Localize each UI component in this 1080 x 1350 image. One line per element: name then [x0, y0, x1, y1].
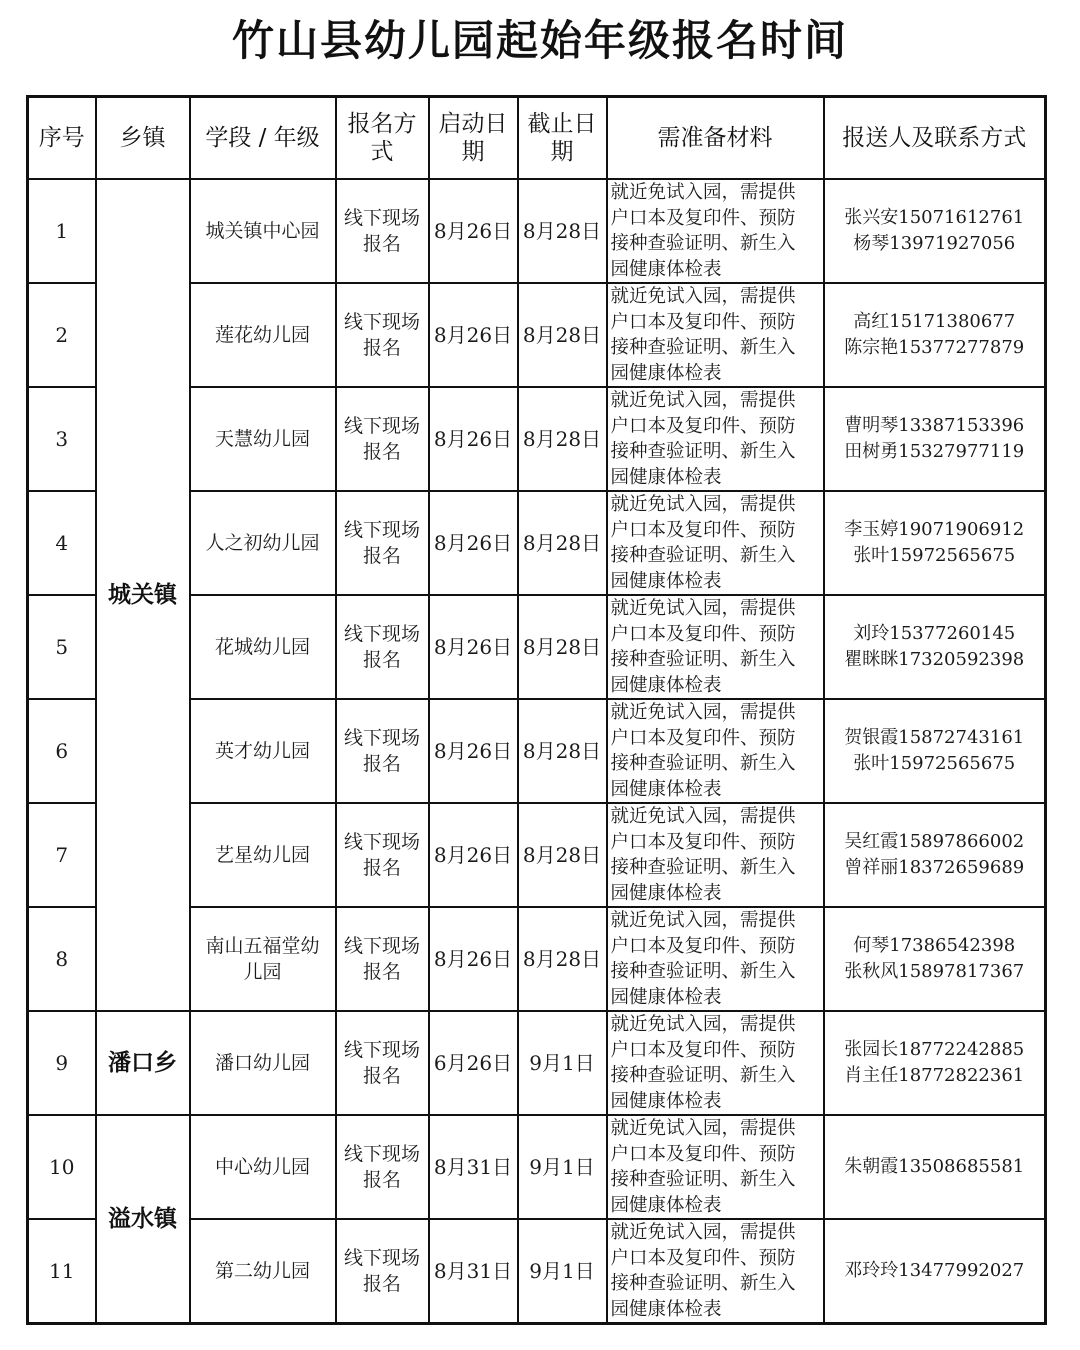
table-row	[28, 179, 1046, 283]
method-line: 报名	[362, 961, 401, 983]
cell-materials	[607, 803, 824, 907]
school-line: 第二幼儿园	[214, 1260, 310, 1282]
cell-method	[336, 1115, 429, 1219]
method-line: 报名	[362, 1273, 401, 1295]
cell-contact	[824, 491, 1046, 595]
cell-contact	[824, 1011, 1046, 1115]
materials-line: 接种查验证明、新生入	[610, 753, 796, 774]
cell-school	[190, 179, 336, 283]
materials-line: 户口本及复印件、预防	[610, 1143, 796, 1165]
cell-school	[190, 387, 336, 491]
cell-school	[190, 491, 336, 595]
cell-start-date: 8月31日	[429, 1219, 518, 1324]
school-line: 英才幼儿园	[214, 740, 310, 762]
cell-contact	[824, 907, 1046, 1011]
school-line: 天慧幼儿园	[214, 428, 310, 450]
method-line: 报名	[362, 233, 401, 255]
cell-school	[190, 699, 336, 803]
contact-line: 贺银霞15872743161	[844, 727, 1025, 748]
header-school: 学段 / 年级	[190, 97, 336, 180]
materials-line: 就近免试入园，需提供	[610, 598, 796, 619]
materials-line: 接种查验证明、新生入	[610, 545, 796, 566]
cell-method	[336, 699, 429, 803]
cell-end-date: 8月28日	[518, 179, 607, 283]
materials-line: 园健康体检表	[610, 466, 722, 488]
method-line: 线下现场	[343, 935, 420, 957]
cell-method	[336, 907, 429, 1011]
materials-line: 户口本及复印件、预防	[610, 727, 796, 749]
cell-start-date: 8月26日	[429, 387, 518, 491]
cell-start-date: 8月26日	[429, 491, 518, 595]
cell-seq: 1	[28, 179, 96, 283]
materials-line: 园健康体检表	[610, 778, 722, 800]
cell-contact	[824, 595, 1046, 699]
school-line: 潘口幼儿园	[214, 1052, 310, 1074]
cell-materials	[607, 491, 824, 595]
cell-town: 潘口乡	[96, 1011, 190, 1115]
school-line: 中心幼儿园	[214, 1156, 310, 1178]
cell-materials	[607, 1115, 824, 1219]
header-method-line: 报名方	[347, 111, 417, 137]
cell-start-date: 8月26日	[429, 803, 518, 907]
cell-method	[336, 283, 429, 387]
cell-seq: 8	[28, 907, 96, 1011]
method-line: 线下现场	[343, 415, 420, 437]
method-line: 报名	[362, 1169, 401, 1191]
cell-start-date: 8月26日	[429, 595, 518, 699]
contact-line: 张叶15972565675	[853, 753, 1016, 774]
page-title: 竹山县幼儿园起始年级报名时间	[231, 16, 848, 65]
contact-line: 李玉婷19071906912	[844, 519, 1025, 540]
cell-seq: 7	[28, 803, 96, 907]
registration-table	[26, 95, 1047, 1325]
header-row	[28, 97, 1046, 180]
materials-line: 园健康体检表	[610, 986, 722, 1008]
header-town: 乡镇	[96, 97, 190, 180]
cell-contact	[824, 179, 1046, 283]
cell-method	[336, 595, 429, 699]
materials-line: 户口本及复印件、预防	[610, 415, 796, 437]
method-line: 线下现场	[343, 1143, 420, 1165]
contact-line: 肖主任18772822361	[844, 1065, 1025, 1086]
school-line: 莲花幼儿园	[214, 324, 310, 346]
cell-end-date: 8月28日	[518, 699, 607, 803]
materials-line: 就近免试入园，需提供	[610, 1014, 796, 1035]
materials-line: 接种查验证明、新生入	[610, 441, 796, 462]
cell-start-date: 8月26日	[429, 699, 518, 803]
materials-line: 园健康体检表	[610, 674, 722, 696]
cell-start-date: 6月26日	[429, 1011, 518, 1115]
cell-seq: 6	[28, 699, 96, 803]
materials-line: 就近免试入园，需提供	[610, 494, 796, 515]
method-line: 报名	[362, 1065, 401, 1087]
contact-line: 瞿眯眯17320592398	[844, 649, 1025, 670]
materials-line: 户口本及复印件、预防	[610, 623, 796, 645]
cell-contact	[824, 387, 1046, 491]
contact-line: 陈宗艳15377277879	[844, 337, 1025, 358]
method-line: 线下现场	[343, 831, 420, 853]
materials-line: 接种查验证明、新生入	[610, 1273, 796, 1294]
materials-line: 接种查验证明、新生入	[610, 649, 796, 670]
school-line: 南山五福堂幼	[205, 935, 320, 957]
method-line: 线下现场	[343, 1247, 420, 1269]
contact-line: 曹明琴13387153396	[844, 415, 1025, 436]
cell-materials	[607, 699, 824, 803]
cell-seq: 3	[28, 387, 96, 491]
cell-seq: 5	[28, 595, 96, 699]
materials-line: 园健康体检表	[610, 1090, 722, 1112]
cell-contact	[824, 283, 1046, 387]
cell-contact	[824, 803, 1046, 907]
header-start-line: 启动日	[438, 111, 508, 137]
school-line: 花城幼儿园	[214, 636, 310, 658]
materials-line: 就近免试入园，需提供	[610, 1222, 796, 1243]
cell-contact	[824, 699, 1046, 803]
method-line: 报名	[362, 545, 401, 567]
materials-line: 接种查验证明、新生入	[610, 1169, 796, 1190]
cell-school	[190, 283, 336, 387]
table-body	[28, 179, 1046, 1324]
materials-line: 就近免试入园，需提供	[610, 390, 796, 411]
materials-line: 接种查验证明、新生入	[610, 961, 796, 982]
materials-line: 园健康体检表	[610, 258, 722, 280]
materials-line: 户口本及复印件、预防	[610, 207, 796, 229]
contact-line: 朱朝霞13508685581	[844, 1156, 1025, 1177]
header-contact: 报送人及联系方式	[824, 97, 1046, 180]
cell-materials	[607, 907, 824, 1011]
cell-end-date: 8月28日	[518, 803, 607, 907]
method-line: 线下现场	[343, 207, 420, 229]
cell-school	[190, 907, 336, 1011]
cell-materials	[607, 595, 824, 699]
method-line: 线下现场	[343, 623, 420, 645]
method-line: 线下现场	[343, 727, 420, 749]
school-line: 儿园	[243, 961, 282, 983]
cell-end-date: 9月1日	[518, 1219, 607, 1324]
materials-line: 园健康体检表	[610, 1194, 722, 1216]
materials-line: 园健康体检表	[610, 362, 722, 384]
cell-end-date: 8月28日	[518, 387, 607, 491]
materials-line: 户口本及复印件、预防	[610, 1039, 796, 1061]
header-start-line: 期	[461, 139, 485, 165]
cell-seq: 2	[28, 283, 96, 387]
method-line: 报名	[362, 337, 401, 359]
cell-end-date: 8月28日	[518, 595, 607, 699]
materials-line: 就近免试入园，需提供	[610, 702, 796, 723]
contact-line: 邓玲玲13477992027	[844, 1260, 1025, 1281]
materials-line: 户口本及复印件、预防	[610, 311, 796, 333]
contact-line: 何琴17386542398	[853, 935, 1016, 956]
cell-school	[190, 1219, 336, 1324]
header-method-line: 式	[370, 139, 394, 165]
cell-method	[336, 387, 429, 491]
header-end-line: 期	[550, 139, 574, 165]
cell-end-date: 9月1日	[518, 1115, 607, 1219]
cell-seq: 9	[28, 1011, 96, 1115]
method-line: 报名	[362, 441, 401, 463]
header-materials: 需准备材料	[607, 97, 824, 180]
cell-method	[336, 491, 429, 595]
method-line: 报名	[362, 649, 401, 671]
cell-method	[336, 1219, 429, 1324]
cell-materials	[607, 387, 824, 491]
materials-line: 就近免试入园，需提供	[610, 806, 796, 827]
materials-line: 接种查验证明、新生入	[610, 857, 796, 878]
cell-seq: 4	[28, 491, 96, 595]
header-end-date	[518, 97, 607, 180]
school-line: 城关镇中心园	[205, 220, 320, 242]
contact-line: 刘玲15377260145	[853, 623, 1016, 644]
cell-materials	[607, 179, 824, 283]
contact-line: 张叶15972565675	[853, 545, 1016, 566]
materials-line: 户口本及复印件、预防	[610, 935, 796, 957]
cell-method	[336, 179, 429, 283]
cell-method	[336, 803, 429, 907]
cell-school	[190, 803, 336, 907]
materials-line: 接种查验证明、新生入	[610, 337, 796, 358]
cell-seq: 10	[28, 1115, 96, 1219]
table-row	[28, 1115, 1046, 1219]
school-line: 人之初幼儿园	[205, 532, 320, 554]
method-line: 线下现场	[343, 519, 420, 541]
cell-seq: 11	[28, 1219, 96, 1324]
school-line: 艺星幼儿园	[214, 844, 310, 866]
contact-line: 张园长18772242885	[844, 1039, 1025, 1060]
cell-materials	[607, 1011, 824, 1115]
materials-line: 园健康体检表	[610, 570, 722, 592]
method-line: 线下现场	[343, 1039, 420, 1061]
cell-start-date: 8月26日	[429, 179, 518, 283]
cell-contact	[824, 1115, 1046, 1219]
cell-end-date: 8月28日	[518, 907, 607, 1011]
materials-line: 就近免试入园，需提供	[610, 286, 796, 307]
cell-end-date: 9月1日	[518, 1011, 607, 1115]
method-line: 报名	[362, 753, 401, 775]
materials-line: 户口本及复印件、预防	[610, 831, 796, 853]
materials-line: 接种查验证明、新生入	[610, 233, 796, 254]
contact-line: 杨琴13971927056	[853, 233, 1016, 254]
header-end-line: 截止日	[527, 111, 597, 137]
materials-line: 园健康体检表	[610, 882, 722, 904]
cell-town: 溢水镇	[96, 1115, 190, 1324]
contact-line: 张秋风15897817367	[844, 961, 1025, 982]
cell-contact	[824, 1219, 1046, 1324]
materials-line: 户口本及复印件、预防	[610, 519, 796, 541]
cell-town: 城关镇	[96, 179, 190, 1011]
cell-end-date: 8月28日	[518, 491, 607, 595]
header-start-date	[429, 97, 518, 180]
cell-materials	[607, 283, 824, 387]
cell-start-date: 8月26日	[429, 283, 518, 387]
table-row	[28, 1011, 1046, 1115]
header-method	[336, 97, 429, 180]
cell-start-date: 8月31日	[429, 1115, 518, 1219]
cell-school	[190, 1115, 336, 1219]
header-seq: 序号	[28, 97, 96, 180]
contact-line: 高红15171380677	[853, 311, 1016, 332]
cell-school	[190, 595, 336, 699]
cell-method	[336, 1011, 429, 1115]
method-line: 线下现场	[343, 311, 420, 333]
cell-school	[190, 1011, 336, 1115]
cell-materials	[607, 1219, 824, 1324]
materials-line: 园健康体检表	[610, 1298, 722, 1320]
contact-line: 曾祥丽18372659689	[844, 857, 1025, 878]
method-line: 报名	[362, 857, 401, 879]
materials-line: 就近免试入园，需提供	[610, 910, 796, 931]
materials-line: 户口本及复印件、预防	[610, 1247, 796, 1269]
contact-line: 吴红霞15897866002	[844, 831, 1025, 852]
cell-end-date: 8月28日	[518, 283, 607, 387]
materials-line: 就近免试入园，需提供	[610, 182, 796, 203]
materials-line: 接种查验证明、新生入	[610, 1065, 796, 1086]
contact-line: 田树勇15327977119	[844, 441, 1025, 462]
materials-line: 就近免试入园，需提供	[610, 1118, 796, 1139]
contact-line: 张兴安15071612761	[844, 207, 1025, 228]
cell-start-date: 8月26日	[429, 907, 518, 1011]
